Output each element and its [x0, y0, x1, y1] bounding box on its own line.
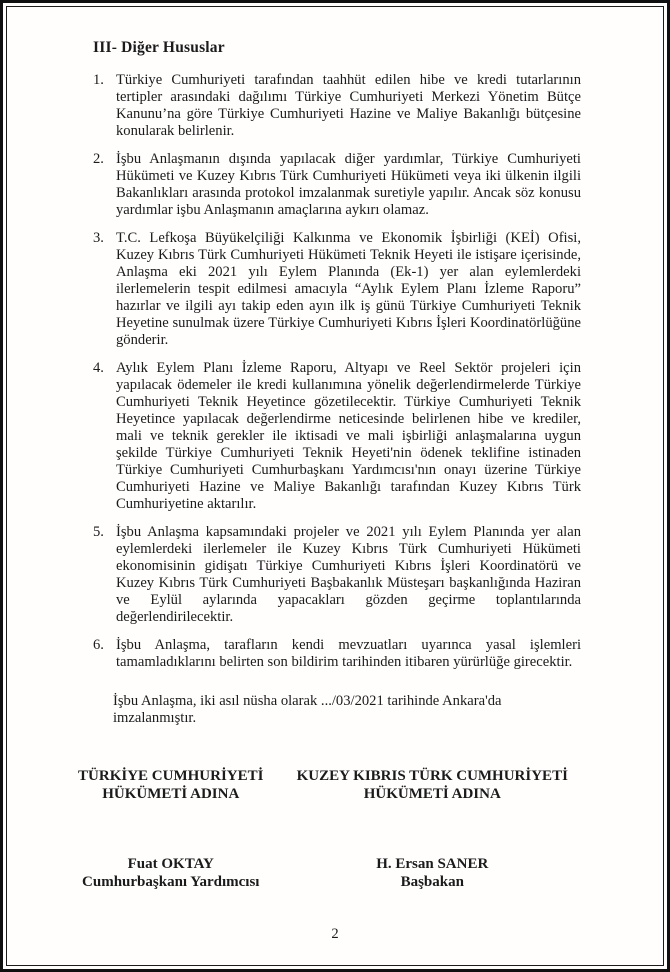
signature-left-header-line2: HÜKÜMETİ ADINA: [102, 786, 240, 802]
signature-right-title: Başbakan: [400, 874, 464, 890]
signature-right-header: [284, 767, 581, 803]
signature-right-header-line1: KUZEY KIBRIS TÜRK CUMHURİYETİ: [296, 768, 568, 784]
clause-text: T.C. Lefkoşa Büyükelçiliği Kalkınma ve Ekonomik İşbirliği (KEİ) Ofisi, Kuzey Kıbrıs Türk Cumhuriyeti Hükümeti Teknik Heyeti ile istişare içerisinde, Anlaşma eki 2021 yılı Eylem Planında (Ek-1) yer alan eylemlerdeki ilerlemelerin tespit edilmesi amacıyla “Aylık Eylem Planı İzleme Raporu” hazırlar ve ilgili ayı takip eden ayın ilk iş günü Türkiye Cumhuriyeti Teknik Heyetine sunulmak üzere Türkiye Cumhuriyeti Kıbrıs İşleri Koordinatörlüğüne gönderir.: [116, 230, 581, 348]
signature-right-header-line2: HÜKÜMETİ ADINA: [363, 786, 501, 802]
clause-text: İşbu Anlaşma, tarafların kendi mevzuatları uyarınca yasal işlemleri tamamladıklarını belirten son bildirim tarihinden itibaren yürürlüğe girecektir.: [116, 637, 581, 670]
page-content: [78, 39, 581, 891]
clause-item-6: [93, 637, 581, 671]
clause-text: Türkiye Cumhuriyeti tarafından taahhüt edilen hibe ve kredi tutarlarının tertipler arasındaki dağılımı Türkiye Cumhuriyeti Merkezi Yönetim Bütçe Kanunu’na göre Türkiye Cumhuriyeti Hazine ve Maliye Bakanlığı bütçesine konularak belirlenir.: [116, 72, 581, 139]
signature-left-title: Cumhurbaşkanı Yardımcısı: [82, 874, 260, 890]
closing-statement: İşbu Anlaşma, iki asıl nüsha olarak .../03/2021 tarihinde Ankara'da imzalanmıştır.: [113, 693, 502, 726]
clause-number: 6.: [93, 637, 104, 653]
signature-headers: [78, 767, 581, 803]
clause-item-4: [93, 360, 581, 513]
clause-number: 5.: [93, 524, 104, 540]
section-heading: III- Diğer Hususlar: [93, 39, 225, 56]
page-number: 2: [331, 926, 339, 942]
clause-list: [93, 72, 581, 671]
clause-item-1: [93, 72, 581, 140]
signature-left-header: [58, 767, 284, 803]
signature-right-name: H. Ersan SANER: [376, 856, 489, 872]
clause-number: 1.: [93, 72, 104, 88]
clause-item-2: [93, 151, 581, 219]
clause-number: 4.: [93, 360, 104, 376]
signature-left-header-line1: TÜRKİYE CUMHURİYETİ: [78, 768, 264, 784]
clause-text: İşbu Anlaşmanın dışında yapılacak diğer yardımlar, Türkiye Cumhuriyeti Hükümeti ve Kuzey Kıbrıs Türk Cumhuriyeti Hükümeti veya iki ülkenin ilgili Bakanlıkları arasında protokol imzalanmak suretiyle yapılır. Ancak söz konusu yardımlar işbu Anlaşmanın amaçlarına aykırı olamaz.: [116, 151, 581, 218]
signature-right-signer: [284, 855, 581, 891]
clause-number: 2.: [93, 151, 104, 167]
clause-item-3: [93, 230, 581, 349]
clause-text: İşbu Anlaşma kapsamındaki projeler ve 2021 yılı Eylem Planında yer alan eylemlerdeki ilerlemeler ile Kuzey Kıbrıs Türk Cumhuriyeti Hükümeti ekonomisinin gidişatı Türkiye Cumhuriyeti Kıbrıs İşleri Koordinatörü ve Kuzey Kıbrıs Türk Cumhuriyeti Başbakanlık Müsteşarı başkanlığında Haziran ve Eylül aylarında yapacakları gözden geçirme toplantılarında değerlendirilecektir.: [116, 524, 581, 625]
signature-left-signer: [58, 855, 284, 891]
signature-left-name: Fuat OKTAY: [127, 856, 214, 872]
clause-text: Aylık Eylem Planı İzleme Raporu, Altyapı ve Reel Sektör projeleri için yapılacak ödemeler ile kredi kullanımına yönelik değerlendirmelerde Türkiye Cumhuriyeti Teknik Heyetince gözetilecektir. Türkiye Cumhuriyeti Teknik Heyetince yapılacak değerlendirme neticesinde belirlenen hibe ve krediler, mali ve teknik gerekler ile iktisadi ve mali işbirliği anlaşmalarına uygun şekilde Türkiye Cumhuriyeti Teknik Heyeti'nin ödenek teklifine istinaden Türkiye Cumhuriyeti Cumhurbaşkanı Yardımcısı'nın onayı üzerine Türkiye Cumhuriyeti Hazine ve Maliye Bakanlığı tarafından Kuzey Kıbrıs Türk Cumhuriyetine aktarılır.: [116, 360, 581, 512]
signature-names: [82, 855, 581, 891]
clause-number: 3.: [93, 230, 104, 246]
clause-item-5: [93, 524, 581, 626]
